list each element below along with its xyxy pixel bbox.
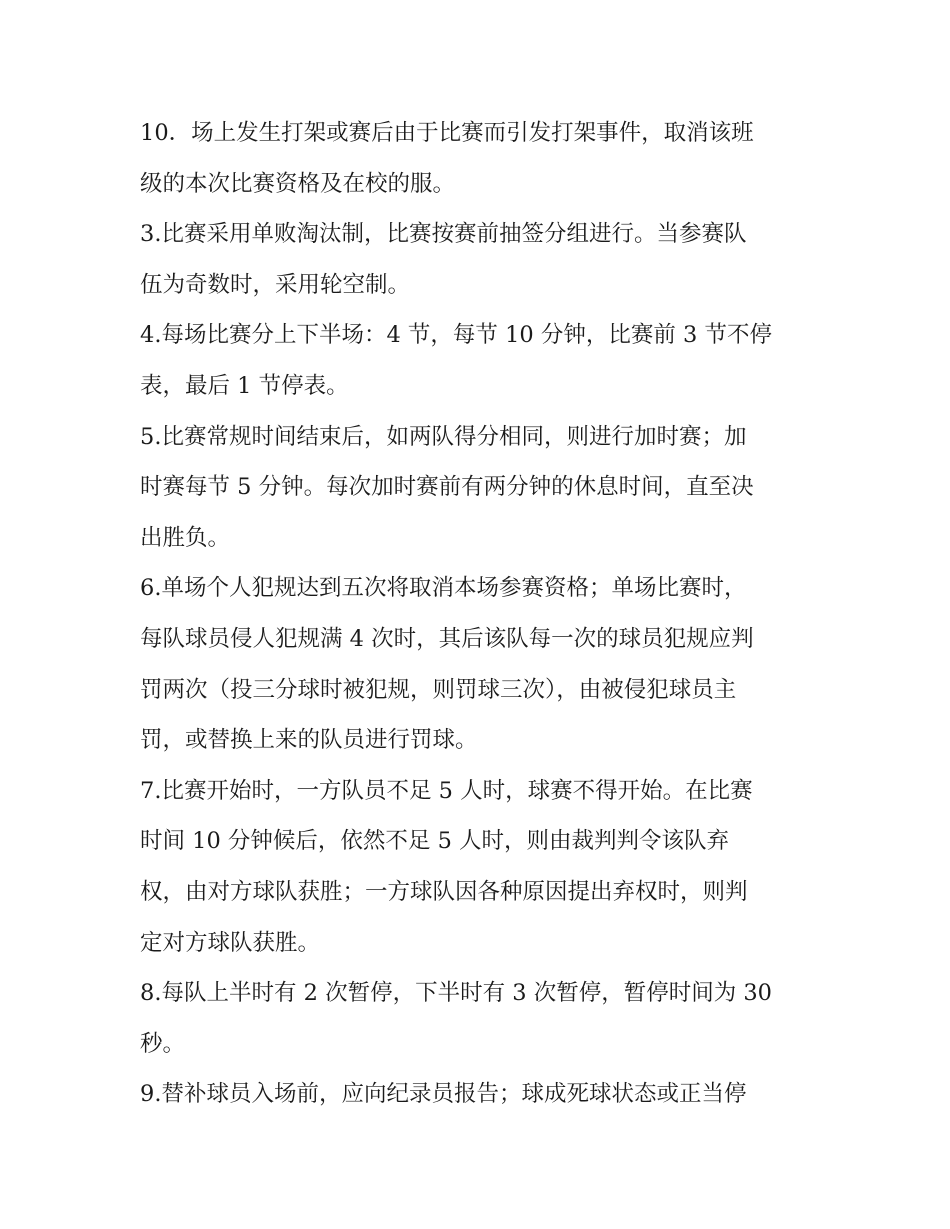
text-line: 时赛每节 5 分钟。每次加时赛前有两分钟的休息时间，直至决 <box>140 474 754 501</box>
text-line: 3.比赛采用单败淘汰制，比赛按赛前抽签分组进行。当参赛队 <box>140 221 747 248</box>
text-line: 级的本次比赛资格及在校的服。 <box>140 170 456 197</box>
text-line: 秒。 <box>140 1030 186 1057</box>
text-line: 出胜负。 <box>140 524 231 551</box>
text-line: 7.比赛开始时，一方队员不足 5 人时，球赛不得开始。在比赛 <box>140 777 753 804</box>
text-line: 每队球员侵人犯规满 4 次时，其后该队每一次的球员犯规应判 <box>140 625 754 652</box>
text-line: 4.每场比赛分上下半场：4 节，每节 10 分钟，比赛前 3 节不停 <box>140 322 772 349</box>
text-line: 定对方球队获胜。 <box>140 929 321 956</box>
rules-text-block <box>140 108 820 1120</box>
text-line: 权，由对方球队获胜；一方球队因各种原因提出弃权时，则判 <box>140 878 748 905</box>
text-line: 罚两次（投三分球时被犯规，则罚球三次），由被侵犯球员主 <box>140 676 737 703</box>
text-line: 表，最后 1 节停表。 <box>140 372 349 399</box>
text-line: 时间 10 分钟候后，依然不足 5 人时，则由裁判判令该队弃 <box>140 828 730 855</box>
text-line: 罚，或替换上来的队员进行罚球。 <box>140 727 478 754</box>
text-line: 6.单场个人犯规达到五次将取消本场参赛资格；单场比赛时， <box>140 575 747 602</box>
text-line: 5.比赛常规时间结束后，如两队得分相同，则进行加时赛；加 <box>140 423 747 450</box>
text-line: 9.替补球员入场前，应向纪录员报告；球成死球状态或正当停 <box>140 1081 747 1108</box>
text-line: 8.每队上半时有 2 次暂停，下半时有 3 次暂停，暂停时间为 30 <box>140 980 772 1007</box>
text-line: 伍为奇数时，采用轮空制。 <box>140 271 411 298</box>
text-line: 10．场上发生打架或赛后由于比赛而引发打架事件，取消该班 <box>140 120 754 146</box>
